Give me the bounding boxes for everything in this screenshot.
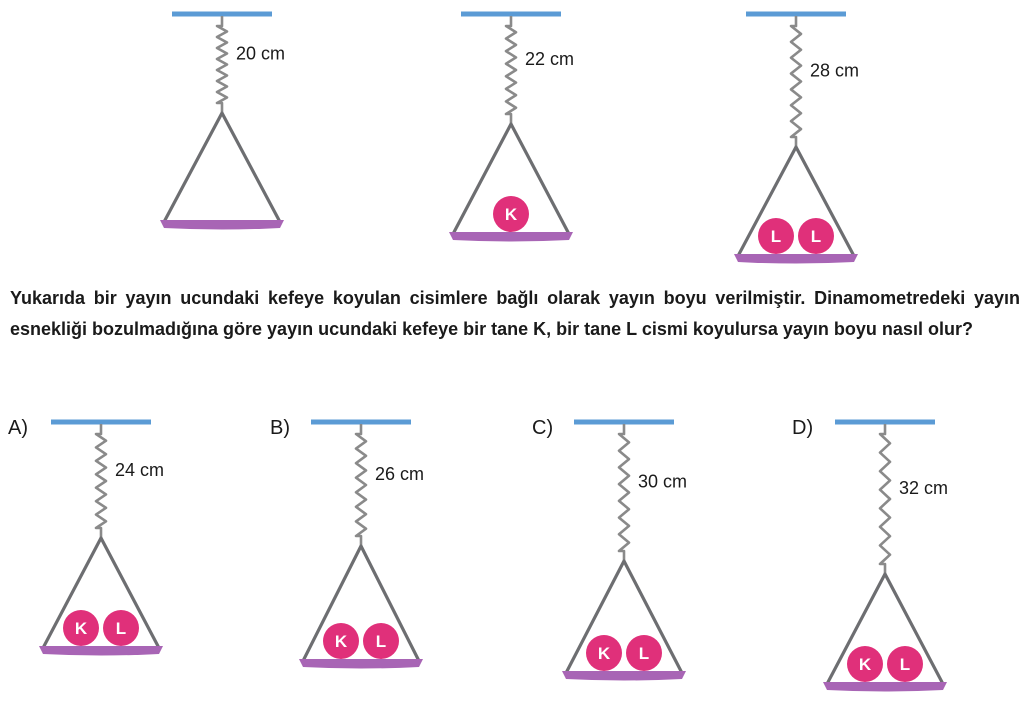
- example-1-length-label: 20 cm: [236, 43, 286, 64]
- option-d-ball-label: L: [899, 655, 911, 674]
- example-3-scale: [734, 14, 859, 264]
- option-d-label[interactable]: D): [792, 417, 814, 439]
- question-text: Yukarıda bir yayın ucundaki kefeye koyulan cisimlere bağlı olarak yayın boyu verilmiştir. Dinamometredeki yayın esnekliği bozulmadığına göre yayın ucundaki kefeye bir tane K, bir tane L cismi koyulursa yayın boyu nasıl olur?: [10, 288, 1020, 339]
- option-c-label[interactable]: C): [532, 417, 554, 439]
- option-b-pan-ropes: [303, 546, 419, 661]
- option-a-ball-label: K: [74, 619, 88, 638]
- example-1-pan-ropes: [164, 113, 280, 222]
- example-1-spring: [217, 16, 227, 113]
- option-a-pan-ropes: [43, 538, 159, 648]
- option-a-length-label: 24 cm: [115, 460, 165, 480]
- option-c-pan: [562, 671, 686, 681]
- example-2-scale: [449, 14, 574, 242]
- option-c-ball-label: K: [597, 644, 611, 663]
- example-1-pan: [160, 220, 284, 230]
- example-3-pan: [734, 254, 858, 264]
- option-b-spring: [356, 424, 366, 546]
- example-2-pan: [449, 232, 573, 242]
- option-d-ball-label: K: [858, 655, 872, 674]
- example-3-spring: [791, 16, 801, 147]
- example-2-length-label: 22 cm: [525, 49, 575, 69]
- option-c-spring: [619, 424, 629, 561]
- option-b-length-label: 26 cm: [375, 464, 425, 484]
- option-a-scale: [39, 422, 164, 656]
- example-3-pan-ropes: [738, 147, 854, 256]
- example-2-ball-label: K: [504, 205, 518, 224]
- option-a-spring: [96, 424, 106, 538]
- option-c-pan-ropes: [566, 561, 682, 673]
- option-d-scale: [823, 422, 948, 692]
- option-b-pan: [299, 659, 423, 669]
- option-d-pan-ropes: [827, 574, 943, 684]
- option-b-label[interactable]: B): [270, 417, 290, 439]
- option-b-ball-label: K: [334, 632, 348, 651]
- example-1-scale: [160, 14, 285, 230]
- option-a-ball-label: L: [115, 619, 127, 638]
- example-3-length-label: 28 cm: [810, 60, 860, 81]
- option-d-length-label: 32 cm: [899, 478, 949, 498]
- example-3-ball-label: L: [810, 227, 822, 246]
- example-3-ball-label: L: [770, 227, 782, 246]
- option-b-scale: [299, 422, 424, 669]
- example-2-spring: [506, 16, 516, 124]
- option-c-ball-label: L: [638, 644, 650, 663]
- option-d-pan: [823, 682, 947, 692]
- option-c-length-label: 30 cm: [638, 471, 688, 492]
- option-a-pan: [39, 646, 163, 656]
- option-d-spring: [880, 424, 890, 574]
- option-c-scale: [562, 422, 687, 681]
- option-b-ball-label: L: [375, 632, 387, 651]
- option-a-label[interactable]: A): [8, 417, 28, 439]
